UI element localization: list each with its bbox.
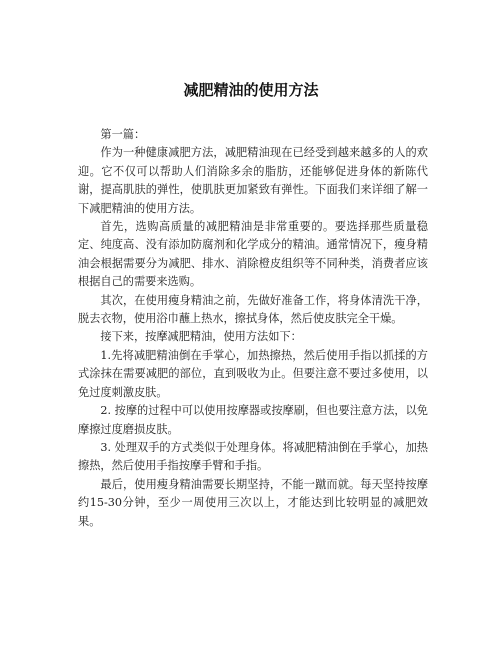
paragraph-selection: 首先，选购高质量的减肥精油是非常重要的。要选择那些质量稳定、纯度高、没有添加防腐剂和化学成分的精油。通常情况下，瘦身精油会根据需要分为减肥、排水、消除橙皮组织等不同种类，消费者应该根据自己的需要来选购。 [78, 220, 428, 289]
paragraph-preparation: 其次，在使用瘦身精油之前，先做好准备工作，将身体清洗干净，脱去衣物，使用浴巾蘸上热水，擦拭身体，然后使皮肤完全干燥。 [78, 293, 428, 326]
paragraph-massage-intro: 接下来，按摩减肥精油，使用方法如下： [100, 330, 302, 344]
paragraph-intro: 作为一种健康减肥方法，减肥精油现在已经受到越来越多的人的欢迎。它不仅可以帮助人们消除多余的脂肪，还能够促进身体的新陈代谢，提高肌肤的弹性，使肌肤更加紧致有弹性。下面我们来详细了解一下减肥精油的使用方法。 [78, 146, 428, 215]
document-body [78, 126, 428, 531]
section-label: 第一篇： [100, 128, 146, 141]
paragraph-step-2: 2. 按摩的过程中可以使用按摩器或按摩刷，但也要注意方法，以免摩擦过度磨损皮肤。 [78, 404, 428, 436]
paragraph-step-1: 1.先将减肥精油倒在手掌心，加热擦热，然后使用手指以抓揉的方式涂抹在需要减肥的部位，直到吸收为止。但要注意不要过多使用，以免过度刺激皮肤。 [78, 348, 428, 399]
paragraph-conclusion: 最后，使用瘦身精油需要长期坚持，不能一蹴而就。每天坚持按摩约15-30分钟，至少一周使用三次以上，才能达到比较明显的减肥效果。 [78, 477, 428, 528]
document-title: 减肥精油的使用方法 [183, 81, 319, 99]
paragraph-step-3: 3. 处理双手的方式类似于处理身体。将减肥精油倒在手掌心，加热擦热，然后使用手指按摩手臂和手指。 [78, 440, 428, 473]
